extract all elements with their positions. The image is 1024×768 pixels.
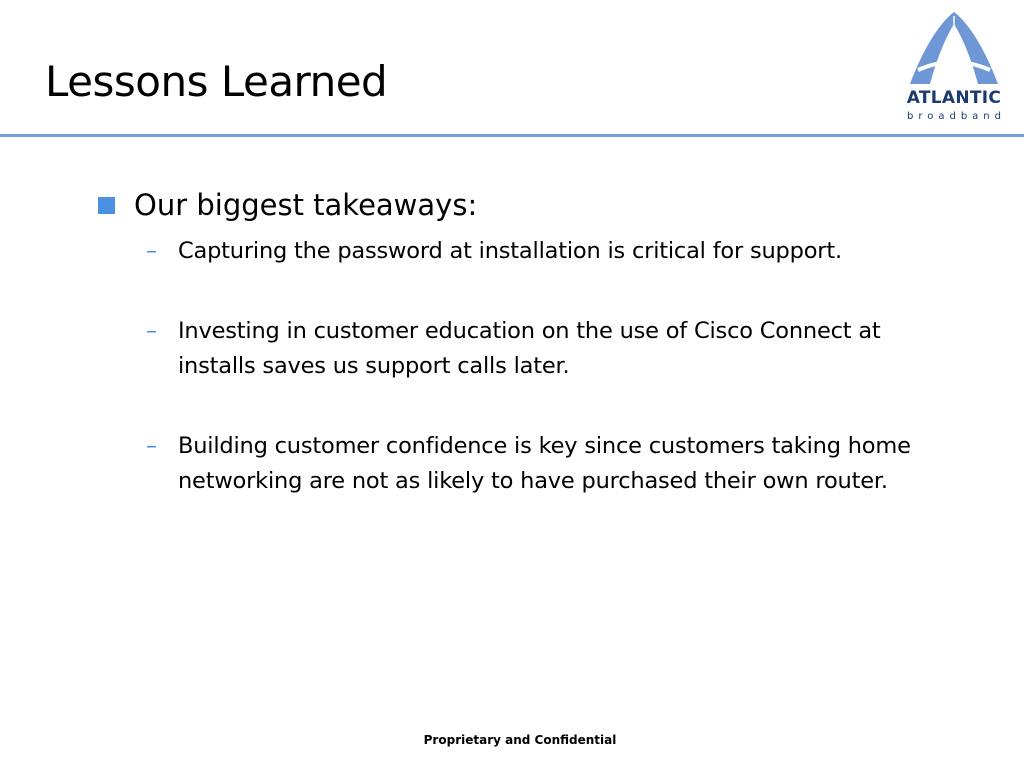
dash-bullet-icon: – <box>146 434 157 459</box>
sub-bullet-list <box>146 234 946 544</box>
sub-bullet <box>146 234 946 269</box>
bullet-text: Our biggest takeaways: <box>134 188 478 222</box>
sub-bullet-text: Capturing the password at installation is critical for support. <box>178 238 842 264</box>
slide-title: Lessons Learned <box>45 57 388 106</box>
sub-bullet <box>146 429 946 499</box>
logo-tagline: broadband <box>907 111 1006 122</box>
dash-bullet-icon: – <box>146 319 157 344</box>
sub-bullet-text: Investing in customer education on the use of Cisco Connect at installs saves us support calls later. <box>178 318 881 379</box>
dash-bullet-icon: – <box>146 239 157 264</box>
title-divider <box>0 134 1024 137</box>
arch-logo-icon <box>908 10 1000 86</box>
sub-bullet-text: Building customer confidence is key since customers taking home networking are not as likely to have purchased their own router. <box>178 433 911 494</box>
logo-wordmark: ATLANTIC <box>906 88 1002 108</box>
company-logo <box>896 10 1012 126</box>
footer-confidential: Proprietary and Confidential <box>423 733 617 747</box>
square-bullet-icon <box>98 197 115 214</box>
sub-bullet <box>146 314 946 384</box>
